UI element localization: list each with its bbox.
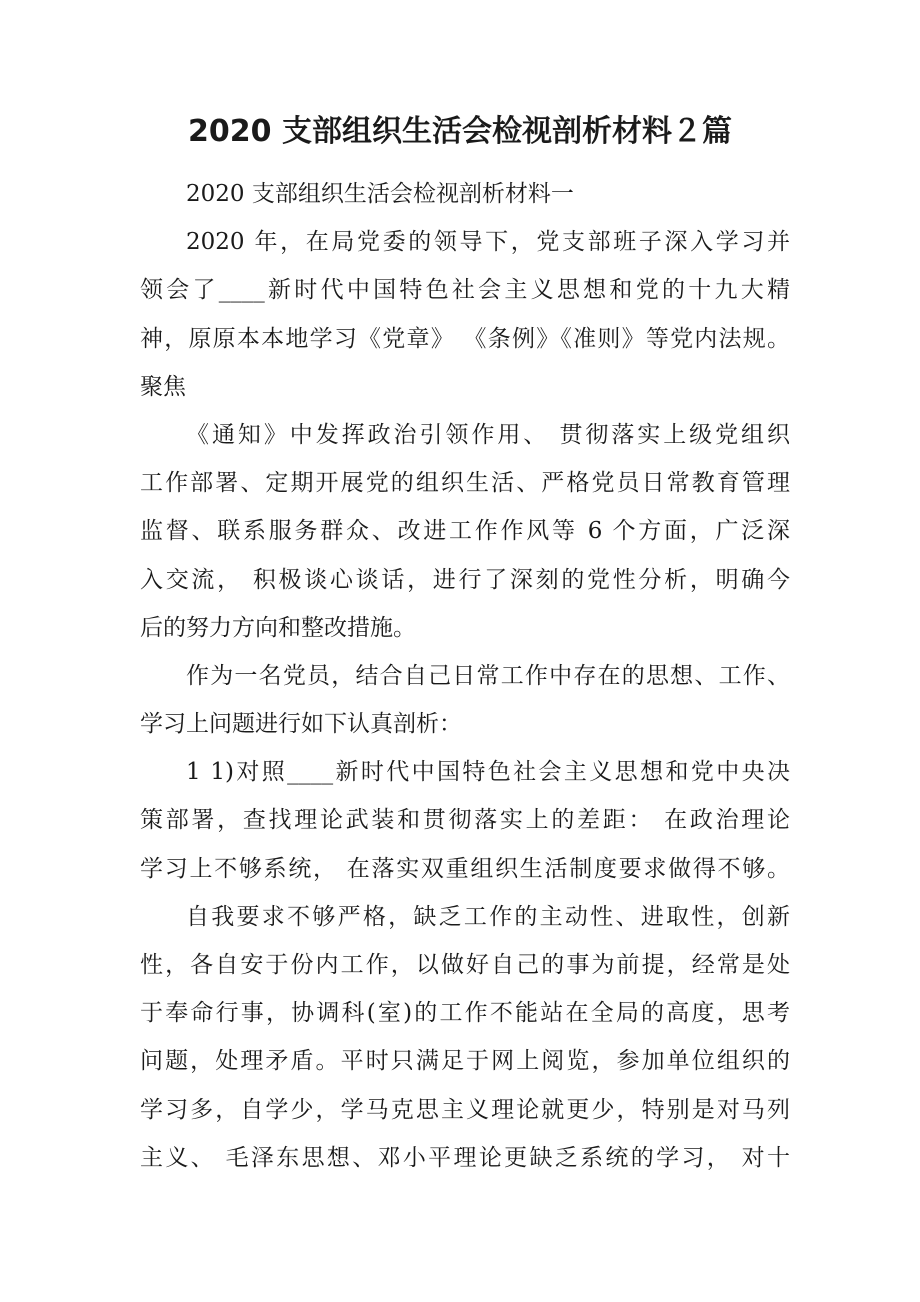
- paragraph-line: 后的努力方向和整改措施。: [140, 614, 416, 641]
- paragraph-line: 作为一名党员，结合自己日常工作中存在的思想、工作、: [186, 662, 790, 689]
- paragraph-line: 策部署，查找理论武装和贯彻落实上的差距： 在政治理论: [140, 807, 790, 834]
- paragraph-line: 神，原原本本地学习《党章》 《条例》《准则》等党内法规。: [140, 325, 790, 352]
- paragraph-line: 问题，处理矛盾。平时只满足于网上阅览，参加单位组织的: [140, 1048, 790, 1075]
- paragraph-line: 监督、联系服务群众、改进工作作风等 6 个方面，广泛深: [140, 518, 790, 545]
- paragraph-line: 自我要求不够严格，缺乏工作的主动性、进取性，创新: [186, 903, 790, 930]
- paragraph-line: 主义、 毛泽东思想、邓小平理论更缺乏系统的学习， 对十: [140, 1144, 790, 1171]
- paragraph-line: 学习上问题进行如下认真剖析：: [140, 711, 462, 738]
- document-title: 2020 支部组织生活会检视剖析材料２篇: [188, 114, 732, 149]
- section-heading: 2020 支部组织生活会检视剖析材料一: [186, 181, 574, 207]
- paragraph-line: 《通知》中发挥政治引领作用、 贯彻落实上级党组织: [186, 421, 790, 448]
- paragraph-line: 入交流， 积极谈心谈话，进行了深刻的党性分析，明确今: [140, 566, 790, 593]
- paragraph-line: 工作部署、定期开展党的组织生活、严格党员日常教育管理: [140, 470, 790, 497]
- paragraph-line: 学习多，自学少，学马克思主义理论就更少，特别是对马列: [140, 1096, 790, 1123]
- document-body: [140, 170, 790, 1182]
- paragraph-line: 2020 年，在局党委的领导下，党支部班子深入学习并: [186, 229, 790, 256]
- paragraph-line: 1 1)对照____新时代中国特色社会主义思想和党中央决: [186, 759, 790, 786]
- paragraph-line: 于奉命行事，协调科(室)的工作不能站在全局的高度，思考: [140, 1000, 790, 1027]
- paragraph-line: 学习上不够系统， 在落实双重组织生活制度要求做得不够。: [140, 855, 790, 882]
- paragraph-line: 聚焦: [140, 373, 186, 400]
- paragraph-line: 性，各自安于份内工作，以做好自己的事为前提，经常是处: [140, 952, 790, 978]
- paragraph-line: 领会了____新时代中国特色社会主义思想和党的十九大精: [140, 277, 790, 304]
